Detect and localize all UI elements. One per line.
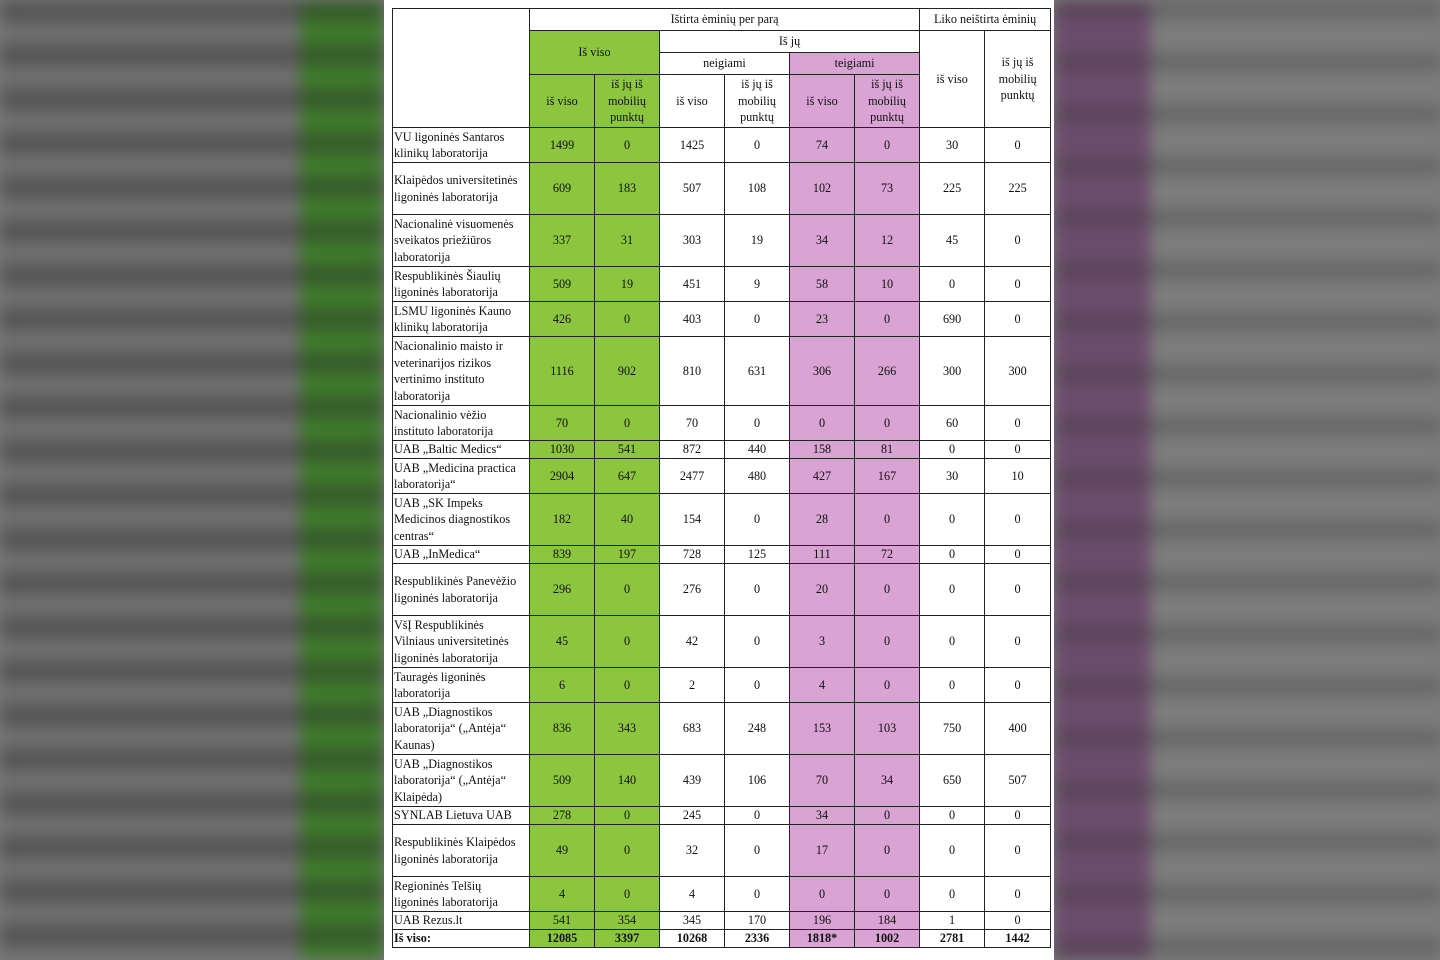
cell-negative-mobile: 0 [725, 825, 790, 877]
cell-negative-mobile: 0 [725, 406, 790, 441]
cell-total: 1116 [530, 337, 595, 406]
cell-positive: 28 [790, 494, 855, 546]
cell-negative: 403 [660, 302, 725, 337]
cell-remaining: 0 [920, 494, 985, 546]
lab-name-cell: Nacionalinė visuomenės sveikatos priežiūros laboratorija [393, 215, 530, 267]
document-page [384, 0, 1054, 960]
cell-negative: 276 [660, 564, 725, 616]
table-row [393, 406, 1051, 441]
cell-negative: 42 [660, 616, 725, 668]
cell-positive: 3 [790, 616, 855, 668]
cell-remaining: 2781 [920, 930, 985, 948]
cell-total-mobile: 140 [595, 755, 660, 807]
cell-negative: 303 [660, 215, 725, 267]
cell-negative: 810 [660, 337, 725, 406]
cell-remaining-mobile: 0 [985, 825, 1051, 877]
cell-total-mobile: 0 [595, 825, 660, 877]
cell-positive: 153 [790, 703, 855, 755]
cell-positive-mobile: 184 [855, 912, 920, 930]
cell-positive: 0 [790, 406, 855, 441]
blurred-background-right [1054, 0, 1440, 960]
cell-total-mobile: 354 [595, 912, 660, 930]
cell-positive: 102 [790, 163, 855, 215]
cell-total-mobile: 183 [595, 163, 660, 215]
cell-negative: 683 [660, 703, 725, 755]
cell-remaining: 30 [920, 128, 985, 163]
cell-remaining-mobile: 0 [985, 406, 1051, 441]
header-remaining-total: iš viso [920, 31, 985, 128]
table-row [393, 459, 1051, 494]
table-row [393, 825, 1051, 877]
blurred-background-left [0, 0, 384, 960]
lab-name-cell: Iš viso: [393, 930, 530, 948]
cell-remaining-mobile: 1442 [985, 930, 1051, 948]
lab-name-cell: VšĮ Respublikinės Vilniaus universitetinės ligoninės laboratorija [393, 616, 530, 668]
cell-positive: 158 [790, 441, 855, 459]
cell-remaining-mobile: 0 [985, 494, 1051, 546]
cell-negative: 245 [660, 807, 725, 825]
header-positive: teigiami [790, 53, 920, 75]
cell-positive-mobile: 73 [855, 163, 920, 215]
cell-positive-mobile: 0 [855, 128, 920, 163]
cell-negative: 345 [660, 912, 725, 930]
lab-name-cell: Respublikinės Klaipėdos ligoninės laboratorija [393, 825, 530, 877]
cell-remaining: 0 [920, 877, 985, 912]
lab-samples-table [392, 8, 1051, 948]
cell-total: 1030 [530, 441, 595, 459]
cell-negative: 32 [660, 825, 725, 877]
cell-total-mobile: 541 [595, 441, 660, 459]
cell-negative-mobile: 2336 [725, 930, 790, 948]
cell-total: 426 [530, 302, 595, 337]
lab-name-cell: SYNLAB Lietuva UAB [393, 807, 530, 825]
table-row [393, 912, 1051, 930]
cell-negative-mobile: 19 [725, 215, 790, 267]
table-row [393, 703, 1051, 755]
table-body [393, 128, 1051, 948]
cell-remaining-mobile: 0 [985, 668, 1051, 703]
cell-positive: 34 [790, 215, 855, 267]
table-header [393, 9, 1051, 128]
cell-negative: 2477 [660, 459, 725, 494]
cell-total-mobile: 40 [595, 494, 660, 546]
lab-name-cell: Nacionalinio maisto ir veterinarijos rizikos vertinimo instituto laboratorija [393, 337, 530, 406]
cell-negative: 451 [660, 267, 725, 302]
cell-total: 836 [530, 703, 595, 755]
header-positive-subtotal: iš viso [790, 75, 855, 128]
cell-negative-mobile: 0 [725, 564, 790, 616]
cell-positive-mobile: 0 [855, 406, 920, 441]
cell-total: 1499 [530, 128, 595, 163]
cell-positive-mobile: 167 [855, 459, 920, 494]
cell-positive-mobile: 0 [855, 616, 920, 668]
table-row [393, 302, 1051, 337]
table-row [393, 616, 1051, 668]
header-remaining: Liko neištirta ėminių [920, 9, 1051, 31]
cell-total: 49 [530, 825, 595, 877]
cell-total-mobile: 0 [595, 877, 660, 912]
cell-remaining-mobile: 0 [985, 128, 1051, 163]
table-row [393, 546, 1051, 564]
header-remaining-mobile: iš jų iš mobilių punktų [985, 31, 1051, 128]
cell-positive-mobile: 72 [855, 546, 920, 564]
cell-total-mobile: 0 [595, 406, 660, 441]
table-row [393, 128, 1051, 163]
lab-name-cell: VU ligoninės Santaros klinikų laboratorija [393, 128, 530, 163]
cell-positive-mobile: 103 [855, 703, 920, 755]
lab-name-cell: Klaipėdos universitetinės ligoninės laboratorija [393, 163, 530, 215]
cell-remaining-mobile: 0 [985, 807, 1051, 825]
lab-name-cell: Nacionalinio vėžio instituto laboratorija [393, 406, 530, 441]
cell-total: 182 [530, 494, 595, 546]
cell-remaining: 650 [920, 755, 985, 807]
cell-positive-mobile: 10 [855, 267, 920, 302]
cell-total: 296 [530, 564, 595, 616]
lab-name-cell: UAB „Medicina practica laboratorija“ [393, 459, 530, 494]
cell-remaining: 0 [920, 546, 985, 564]
cell-positive-mobile: 81 [855, 441, 920, 459]
cell-total: 278 [530, 807, 595, 825]
cell-remaining: 690 [920, 302, 985, 337]
cell-negative-mobile: 248 [725, 703, 790, 755]
table-row [393, 267, 1051, 302]
cell-positive-mobile: 0 [855, 877, 920, 912]
cell-negative-mobile: 0 [725, 128, 790, 163]
cell-remaining: 750 [920, 703, 985, 755]
header-positive-mobile: iš jų iš mobilių punktų [855, 75, 920, 128]
cell-positive-mobile: 0 [855, 494, 920, 546]
cell-positive: 74 [790, 128, 855, 163]
cell-positive: 20 [790, 564, 855, 616]
cell-positive: 111 [790, 546, 855, 564]
cell-remaining: 225 [920, 163, 985, 215]
table-row [393, 668, 1051, 703]
table-row [393, 337, 1051, 406]
cell-remaining-mobile: 0 [985, 912, 1051, 930]
cell-negative-mobile: 9 [725, 267, 790, 302]
cell-remaining: 0 [920, 668, 985, 703]
cell-negative-mobile: 440 [725, 441, 790, 459]
cell-total-mobile: 0 [595, 616, 660, 668]
cell-negative: 507 [660, 163, 725, 215]
lab-name-cell: LSMU ligoninės Kauno klinikų laboratorija [393, 302, 530, 337]
cell-total-mobile: 0 [595, 668, 660, 703]
cell-remaining: 0 [920, 267, 985, 302]
cell-negative: 70 [660, 406, 725, 441]
table-total-row [393, 930, 1051, 948]
cell-negative: 154 [660, 494, 725, 546]
cell-total-mobile: 3397 [595, 930, 660, 948]
header-tested-per-day: Ištirta ėminių per parą [530, 9, 920, 31]
cell-negative: 872 [660, 441, 725, 459]
lab-name-cell: UAB „Baltic Medics“ [393, 441, 530, 459]
lab-name-cell: UAB „Diagnostikos laboratorija“ („Antėja“ Kaunas) [393, 703, 530, 755]
table-row [393, 215, 1051, 267]
lab-name-cell: UAB „Diagnostikos laboratorija“ („Antėja“ Klaipėda) [393, 755, 530, 807]
cell-remaining: 0 [920, 825, 985, 877]
cell-total-mobile: 0 [595, 302, 660, 337]
cell-total-mobile: 0 [595, 807, 660, 825]
cell-remaining-mobile: 0 [985, 616, 1051, 668]
cell-remaining: 1 [920, 912, 985, 930]
cell-positive-mobile: 0 [855, 825, 920, 877]
header-total-subtotal: iš viso [530, 75, 595, 128]
cell-negative: 439 [660, 755, 725, 807]
header-negative-mobile: iš jų iš mobilių punktų [725, 75, 790, 128]
table-row [393, 564, 1051, 616]
cell-remaining: 300 [920, 337, 985, 406]
cell-negative-mobile: 108 [725, 163, 790, 215]
cell-positive-mobile: 1002 [855, 930, 920, 948]
lab-name-cell: UAB „SK Impeks Medicinos diagnostikos centras“ [393, 494, 530, 546]
cell-positive-mobile: 0 [855, 807, 920, 825]
cell-negative-mobile: 0 [725, 877, 790, 912]
table-row [393, 755, 1051, 807]
cell-negative-mobile: 0 [725, 302, 790, 337]
lab-name-cell: Respublikinės Šiaulių ligoninės laboratorija [393, 267, 530, 302]
cell-negative-mobile: 0 [725, 668, 790, 703]
cell-remaining: 45 [920, 215, 985, 267]
cell-total-mobile: 902 [595, 337, 660, 406]
cell-total: 509 [530, 755, 595, 807]
cell-total: 45 [530, 616, 595, 668]
cell-remaining-mobile: 400 [985, 703, 1051, 755]
cell-remaining-mobile: 0 [985, 546, 1051, 564]
cell-positive-mobile: 266 [855, 337, 920, 406]
cell-remaining-mobile: 0 [985, 441, 1051, 459]
cell-remaining: 0 [920, 564, 985, 616]
lab-name-cell: UAB „InMedica“ [393, 546, 530, 564]
cell-total: 70 [530, 406, 595, 441]
cell-total-mobile: 0 [595, 128, 660, 163]
cell-negative-mobile: 170 [725, 912, 790, 930]
cell-positive: 1818* [790, 930, 855, 948]
header-negative-subtotal: iš viso [660, 75, 725, 128]
cell-remaining-mobile: 0 [985, 215, 1051, 267]
header-total: Iš viso [530, 31, 660, 75]
cell-negative: 728 [660, 546, 725, 564]
cell-total: 337 [530, 215, 595, 267]
lab-name-cell: UAB Rezus.lt [393, 912, 530, 930]
cell-total: 6 [530, 668, 595, 703]
cell-total-mobile: 31 [595, 215, 660, 267]
cell-total: 2904 [530, 459, 595, 494]
cell-total: 541 [530, 912, 595, 930]
cell-total: 609 [530, 163, 595, 215]
cell-negative-mobile: 0 [725, 807, 790, 825]
cell-positive: 0 [790, 877, 855, 912]
cell-remaining: 0 [920, 807, 985, 825]
lab-name-cell: Regioninės Telšių ligoninės laboratorija [393, 877, 530, 912]
cell-negative: 10268 [660, 930, 725, 948]
cell-negative-mobile: 0 [725, 494, 790, 546]
cell-positive: 196 [790, 912, 855, 930]
cell-remaining: 60 [920, 406, 985, 441]
cell-remaining-mobile: 300 [985, 337, 1051, 406]
cell-positive-mobile: 0 [855, 564, 920, 616]
cell-total-mobile: 197 [595, 546, 660, 564]
cell-positive: 34 [790, 807, 855, 825]
cell-total-mobile: 343 [595, 703, 660, 755]
cell-negative-mobile: 106 [725, 755, 790, 807]
table-row [393, 807, 1051, 825]
header-total-mobile: iš jų iš mobilių punktų [595, 75, 660, 128]
cell-positive-mobile: 0 [855, 302, 920, 337]
cell-remaining: 30 [920, 459, 985, 494]
cell-positive: 306 [790, 337, 855, 406]
cell-total-mobile: 647 [595, 459, 660, 494]
header-corner-cell [393, 9, 530, 128]
cell-total-mobile: 19 [595, 267, 660, 302]
cell-negative: 2 [660, 668, 725, 703]
cell-positive-mobile: 12 [855, 215, 920, 267]
cell-total: 4 [530, 877, 595, 912]
table-row [393, 877, 1051, 912]
cell-positive: 17 [790, 825, 855, 877]
cell-negative: 4 [660, 877, 725, 912]
cell-negative-mobile: 125 [725, 546, 790, 564]
table-row [393, 163, 1051, 215]
cell-negative-mobile: 480 [725, 459, 790, 494]
cell-positive: 4 [790, 668, 855, 703]
cell-total-mobile: 0 [595, 564, 660, 616]
cell-positive: 427 [790, 459, 855, 494]
cell-positive: 58 [790, 267, 855, 302]
cell-positive-mobile: 34 [855, 755, 920, 807]
lab-name-cell: Respublikinės Panevėžio ligoninės laboratorija [393, 564, 530, 616]
cell-remaining-mobile: 0 [985, 877, 1051, 912]
cell-remaining: 0 [920, 441, 985, 459]
cell-remaining-mobile: 507 [985, 755, 1051, 807]
cell-total: 12085 [530, 930, 595, 948]
cell-remaining-mobile: 10 [985, 459, 1051, 494]
cell-positive: 23 [790, 302, 855, 337]
cell-remaining: 0 [920, 616, 985, 668]
table-row [393, 441, 1051, 459]
cell-negative-mobile: 631 [725, 337, 790, 406]
lab-name-cell: Tauragės ligoninės laboratorija [393, 668, 530, 703]
cell-positive: 70 [790, 755, 855, 807]
cell-positive-mobile: 0 [855, 668, 920, 703]
cell-negative-mobile: 0 [725, 616, 790, 668]
cell-total: 839 [530, 546, 595, 564]
cell-remaining-mobile: 0 [985, 267, 1051, 302]
table-row [393, 494, 1051, 546]
cell-remaining-mobile: 225 [985, 163, 1051, 215]
cell-remaining-mobile: 0 [985, 302, 1051, 337]
cell-total: 509 [530, 267, 595, 302]
header-of-them: Iš jų [660, 31, 920, 53]
cell-negative: 1425 [660, 128, 725, 163]
cell-remaining-mobile: 0 [985, 564, 1051, 616]
header-negative: neigiami [660, 53, 790, 75]
